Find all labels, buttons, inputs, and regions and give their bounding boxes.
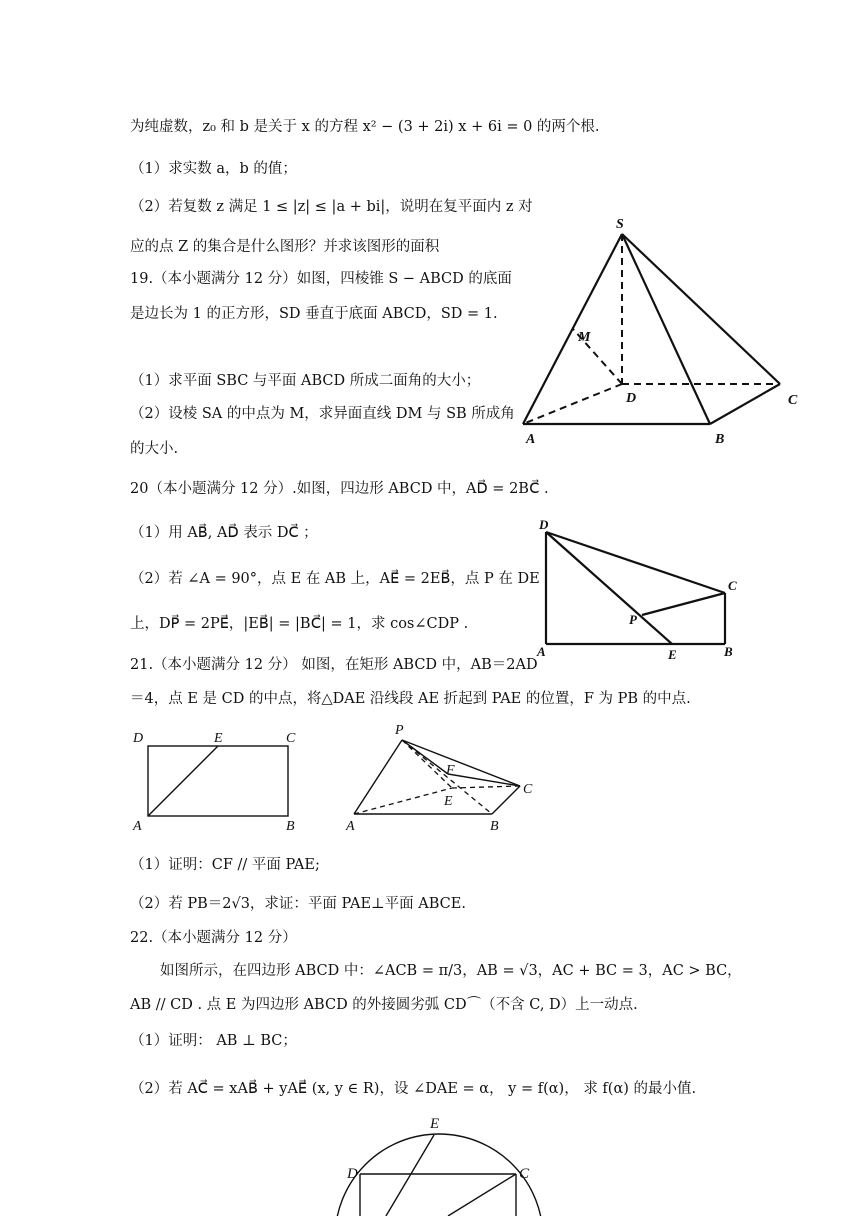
q22-body-b: AB // CD . 点 E 为四边形 ABCD 的外接圆劣弧 CD⌒（不含 C, D）上一动点.: [130, 997, 638, 1013]
label-E: E: [668, 647, 677, 662]
label-M: M: [578, 330, 591, 345]
q21-part1: （1）证明：CF // 平面 PAE;: [130, 857, 320, 873]
label-P: P: [629, 612, 637, 627]
label-S: S: [616, 217, 624, 232]
q19-part2b: 的大小.: [130, 441, 179, 457]
q21-head-b: ＝4，点 E 是 CD 的中点，将△DAE 沿线段 AE 折起到 PAE 的位置，F 为 PB 的中点.: [130, 691, 691, 707]
q18-line1: 为纯虚数，z₀ 和 b 是关于 x 的方程 x² − (3 + 2i) x + 6i = 0 的两个根.: [130, 119, 600, 135]
q20-head: 20（本小题满分 12 分）.如图，四边形 ABCD 中，AD⃗ = 2BC⃗ .: [130, 481, 549, 497]
label-C: C: [523, 782, 533, 797]
q21-head-a: 21.（本小题满分 12 分） 如图，在矩形 ABCD 中，AB＝2AD: [130, 657, 538, 673]
q22-part2: （2）若 AC⃗ = xAB⃗ + yAE⃗ (x, y ∈ R)，设 ∠DAE = α， y = f(α)， 求 f(α) 的最小值.: [130, 1081, 697, 1097]
q22-body-a: 如图所示，在四边形 ABCD 中：∠ACB = π/3，AB = √3，AC + BC = 3，AC > BC，: [160, 963, 742, 979]
q20-part2a: （2）若 ∠A = 90°，点 E 在 AB 上，AE⃗ = 2EB⃗，点 P 在 DE: [130, 571, 540, 587]
q20-part1: （1）用 AB⃗, AD⃗ 表示 DC⃗ ；: [130, 525, 318, 541]
label-F: F: [446, 763, 455, 778]
label-B: B: [490, 819, 499, 834]
folded-figure: [340, 718, 550, 840]
label-A: A: [133, 819, 142, 834]
label-P: P: [395, 723, 404, 738]
label-C: C: [728, 578, 737, 593]
label-E: E: [444, 794, 453, 809]
q18-part1: （1）求实数 a，b 的值；: [130, 161, 297, 177]
q18-part2a: （2）若复数 z 满足 1 ≤ |z| ≤ |a + bi|，说明在复平面内 z 对: [130, 199, 533, 215]
pyramid-figure: [510, 210, 810, 450]
quadrilateral-figure: [530, 512, 760, 662]
label-E: E: [214, 731, 223, 746]
q19-part2a: （2）设棱 SA 的中点为 M，求异面直线 DM 与 SB 所成角: [130, 406, 515, 422]
label-D: D: [539, 517, 549, 532]
rectangle-figure: [128, 722, 318, 838]
label-D: D: [347, 1166, 358, 1182]
q22-head: 22.（本小题满分 12 分）: [130, 930, 297, 946]
label-A: A: [526, 432, 536, 447]
q19-head-b: 是边长为 1 的正方形，SD 垂直于底面 ABCD，SD = 1.: [130, 306, 498, 322]
label-C: C: [519, 1166, 530, 1182]
label-D: D: [626, 391, 637, 406]
label-C: C: [286, 731, 296, 746]
label-C: C: [788, 393, 798, 408]
label-A: A: [537, 644, 546, 659]
label-B: B: [715, 432, 725, 447]
q19-head-a: 19.（本小题满分 12 分）如图，四棱锥 S − ABCD 的底面: [130, 271, 512, 287]
q19-part1: （1）求平面 SBC 与平面 ABCD 所成二面角的大小；: [130, 373, 481, 389]
q22-part1: （1）证明： AB ⊥ BC；: [130, 1033, 297, 1049]
q18-part2b: 应的点 Z 的集合是什么图形？并求该图形的面积: [130, 239, 440, 255]
label-D: D: [133, 731, 144, 746]
circle-figure: [330, 1108, 560, 1216]
label-B: B: [286, 819, 295, 834]
q20-part2b: 上，DP⃗ = 2PE⃗，|EB⃗| = |BC⃗| = 1，求 cos∠CDP .: [130, 616, 469, 632]
label-E: E: [430, 1116, 440, 1132]
q21-part2: （2）若 PB＝2√3，求证：平面 PAE⊥平面 ABCE.: [130, 896, 466, 912]
label-A: A: [346, 819, 355, 834]
label-B: B: [724, 644, 733, 659]
